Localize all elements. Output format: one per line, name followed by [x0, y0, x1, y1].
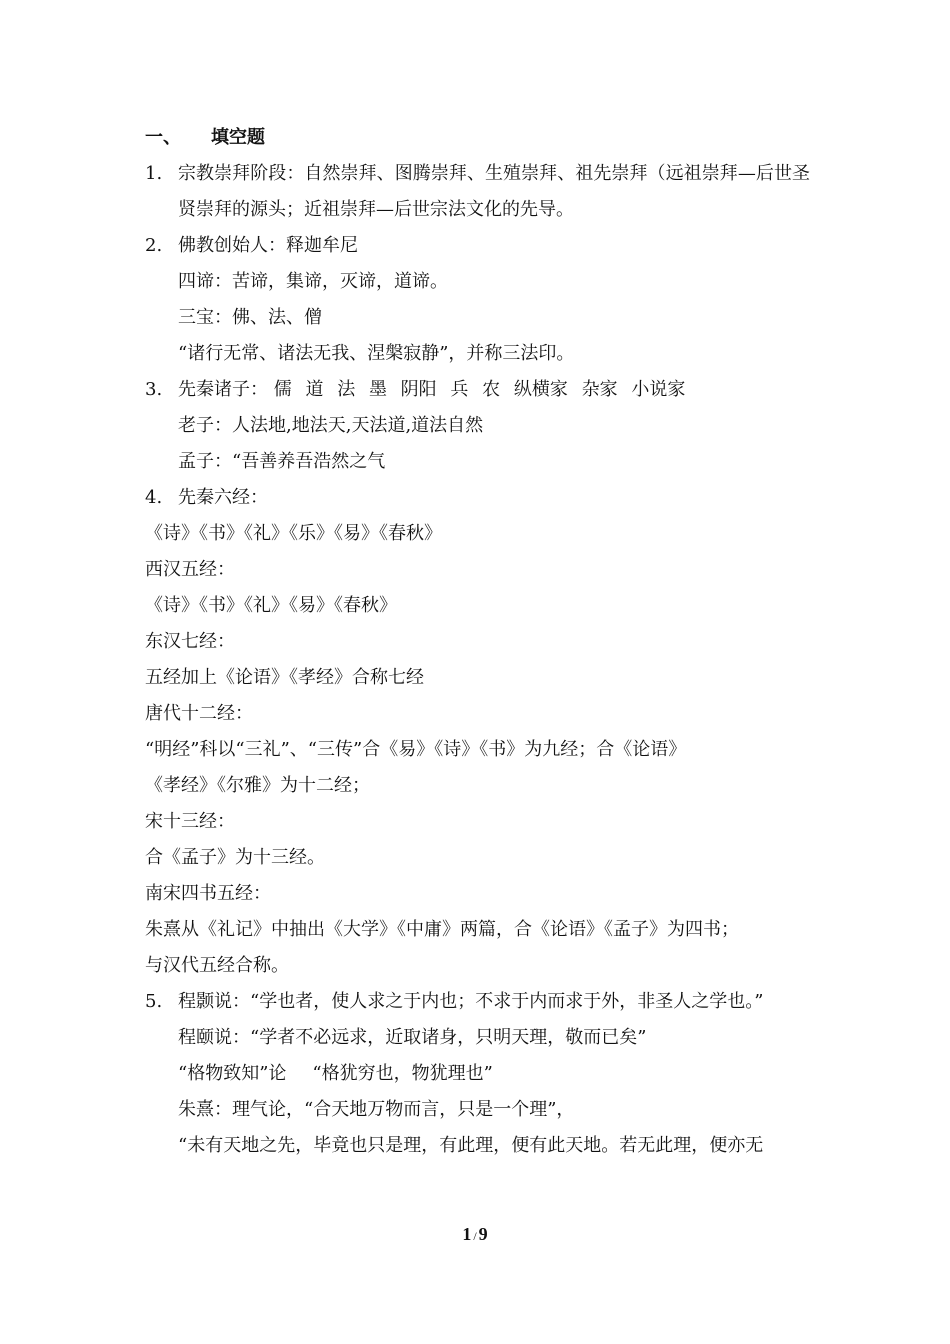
text-line: 西汉五经： — [145, 559, 235, 580]
school-name: 兵 — [450, 379, 469, 400]
item-line — [145, 1056, 810, 1092]
list-item-2 — [145, 228, 810, 264]
school-name: 纵横家 — [513, 379, 568, 400]
text-line: 与汉代五经合称。 — [145, 955, 289, 976]
school-name: 道 — [305, 379, 324, 400]
list-item-5 — [145, 984, 810, 1020]
quote-text: “格犹穷也，物犹理也” — [312, 1063, 493, 1084]
item-number: 4. — [145, 487, 163, 508]
school-name: 农 — [482, 379, 501, 400]
item-line: 三宝：佛、法、僧 — [178, 307, 322, 328]
school-name: 儒 — [273, 379, 292, 400]
school-name: 杂家 — [581, 379, 618, 400]
item-number: 3. — [145, 379, 163, 400]
current-page: 1 — [462, 1224, 472, 1244]
item-number: 2. — [145, 235, 163, 256]
text-line: 宋十三经： — [145, 811, 235, 832]
school-name: 小说家 — [631, 379, 686, 400]
item-label: 先秦六经： — [178, 487, 268, 508]
text-line: 《诗》《书》《礼》《易》《春秋》 — [145, 595, 397, 616]
school-name: 墨 — [368, 379, 387, 400]
list-item-4 — [145, 480, 810, 516]
text-line: 唐代十二经： — [145, 703, 253, 724]
text-line: 朱熹从《礼记》中抽出《大学》《中庸》两篇，合《论语》《孟子》为四书； — [145, 919, 739, 940]
text-line: 合《孟子》为十三经。 — [145, 847, 325, 868]
item-line: 朱熹：理气论，“合天地万物而言，只是一个理”， — [178, 1099, 575, 1120]
item-text: 宗教崇拜阶段：自然崇拜、图腾崇拜、生殖崇拜、祖先崇拜（远祖崇拜—后世圣贤崇拜的源头；近祖崇拜—后世宗法文化的先导。 — [178, 163, 810, 220]
text-line: 五经加上《论语》《孝经》合称七经 — [145, 667, 424, 688]
list-item-3 — [145, 372, 810, 408]
item-line: 老子：人法地,地法天,天法道,道法自然 — [178, 415, 484, 436]
page-number — [0, 1224, 950, 1245]
total-pages: 9 — [478, 1224, 488, 1244]
section-title: 填空题 — [211, 127, 265, 148]
item-text: 程颢说：“学也者，使人求之于内也；不求于内而求于外，非圣人之学也。” — [178, 991, 764, 1012]
item-line: “未有天地之先，毕竟也只是理，有此理，便有此天地。若无此理，便亦无 — [178, 1135, 764, 1156]
item-text: 佛教创始人：释迦牟尼 — [178, 235, 358, 256]
text-line: “明经”科以“三礼”、“三传”合《易》《诗》《书》为九经；合《论语》 — [145, 739, 687, 760]
school-name: 阴阳 — [400, 379, 437, 400]
item-label: 先秦诸子： — [178, 379, 268, 400]
item-line: 四谛：苦谛，集谛，灭谛，道谛。 — [178, 271, 448, 292]
section-heading — [145, 120, 810, 156]
item-line: 孟子：“吾善养吾浩然之气 — [178, 451, 386, 472]
school-list — [268, 379, 685, 400]
item-line: “诸行无常、诸法无我、涅槃寂静”，并称三法印。 — [178, 343, 575, 364]
page-separator: / — [473, 1229, 477, 1243]
item-number: 5. — [145, 991, 163, 1012]
list-item-1 — [145, 156, 810, 228]
school-name: 法 — [337, 379, 356, 400]
item-number: 1. — [145, 163, 163, 184]
text-line: 东汉七经： — [145, 631, 235, 652]
item-line: 程颐说：“学者不必远求，近取诸身，只明天理，敬而已矣” — [178, 1027, 647, 1048]
quote-label: “格物致知”论 — [178, 1063, 287, 1084]
section-number: 一、 — [145, 127, 181, 148]
text-line: 南宋四书五经： — [145, 883, 271, 904]
text-line: 《孝经》《尔雅》为十二经； — [145, 775, 370, 796]
document-body — [145, 120, 810, 1164]
text-line: 《诗》《书》《礼》《乐》《易》《春秋》 — [145, 523, 442, 544]
